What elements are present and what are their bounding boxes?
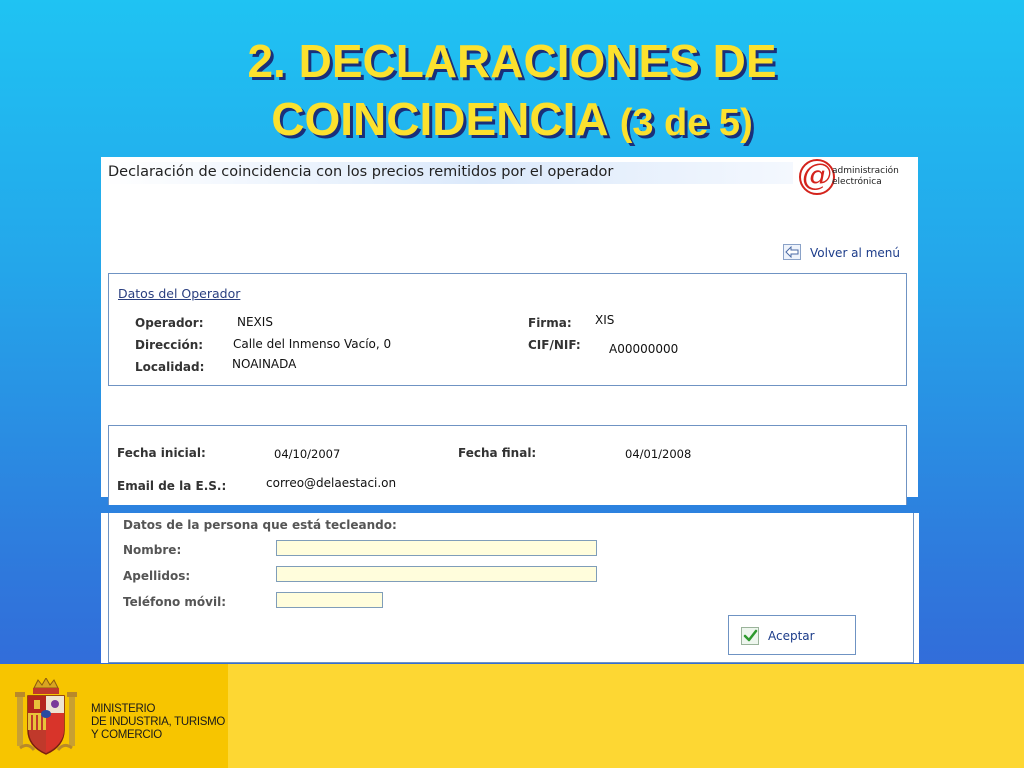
fecha-inicial-value: 04/10/2007: [274, 447, 341, 461]
form-panel-bottom: [101, 513, 919, 663]
nombre-input[interactable]: [276, 540, 597, 556]
ministry-line2: DE INDUSTRIA, TURISMO: [91, 716, 226, 728]
back-arrow-icon: [783, 244, 801, 260]
form-panel-top: [101, 157, 918, 497]
administracion-electronica-logo: [799, 159, 909, 199]
firma-label: Firma:: [528, 316, 572, 330]
ministry-name: [91, 703, 225, 742]
at-sign-icon: @: [799, 159, 835, 195]
typist-data-box: [108, 513, 914, 663]
operador-value: NEXIS: [237, 315, 273, 329]
fecha-final-value: 04/01/2008: [625, 447, 692, 461]
localidad-label: Localidad:: [135, 360, 205, 374]
email-value: correo@delaestaci.on: [266, 476, 397, 490]
fecha-final-label: Fecha final:: [458, 446, 537, 460]
slide-title: [0, 32, 1024, 152]
accept-label: Aceptar: [768, 629, 815, 643]
slide-title-line2: [0, 90, 1024, 152]
nombre-label: Nombre:: [123, 543, 182, 557]
firma-value: XIS: [595, 313, 615, 327]
operator-data-link[interactable]: Datos del Operador: [118, 286, 241, 301]
direccion-value: Calle del Inmenso Vacío, 0: [233, 337, 392, 351]
operador-label: Operador:: [135, 316, 204, 330]
back-to-menu-label: Volver al menú: [810, 246, 900, 260]
slide-title-line1: 2. DECLARACIONES DE: [247, 35, 777, 87]
coat-of-arms-icon: [14, 678, 78, 762]
fecha-inicial-label: Fecha inicial:: [117, 446, 206, 460]
apellidos-label: Apellidos:: [123, 569, 191, 583]
dates-box: [108, 425, 907, 505]
logo-line2: electrónica: [832, 177, 882, 187]
telefono-input[interactable]: [276, 592, 383, 608]
cif-label: CIF/NIF:: [528, 338, 581, 352]
ministry-line1: MINISTERIO: [91, 703, 156, 715]
cif-value: A00000000: [609, 342, 679, 356]
localidad-value: NOAINADA: [232, 357, 297, 371]
direccion-label: Dirección:: [135, 338, 204, 352]
ministry-line3: Y COMERCIO: [91, 729, 162, 741]
checkmark-icon: [741, 627, 759, 645]
telefono-label: Teléfono móvil:: [123, 595, 227, 609]
apellidos-input[interactable]: [276, 566, 597, 582]
footer-band: [0, 664, 1024, 768]
slide-title-page-count: (3 de 5): [619, 102, 753, 144]
logo-line1: administración: [832, 166, 899, 176]
slide-title-main: COINCIDENCIA: [271, 93, 607, 145]
ministry-brand: [0, 664, 228, 768]
accept-button[interactable]: [728, 615, 856, 655]
logo-text: [832, 166, 899, 188]
form-header-title: Declaración de coincidencia con los precios remitidos por el operador: [108, 164, 614, 180]
operator-data-box: [108, 273, 907, 386]
email-label: Email de la E.S.:: [117, 479, 227, 493]
typist-data-title: Datos de la persona que está tecleando:: [123, 518, 397, 532]
